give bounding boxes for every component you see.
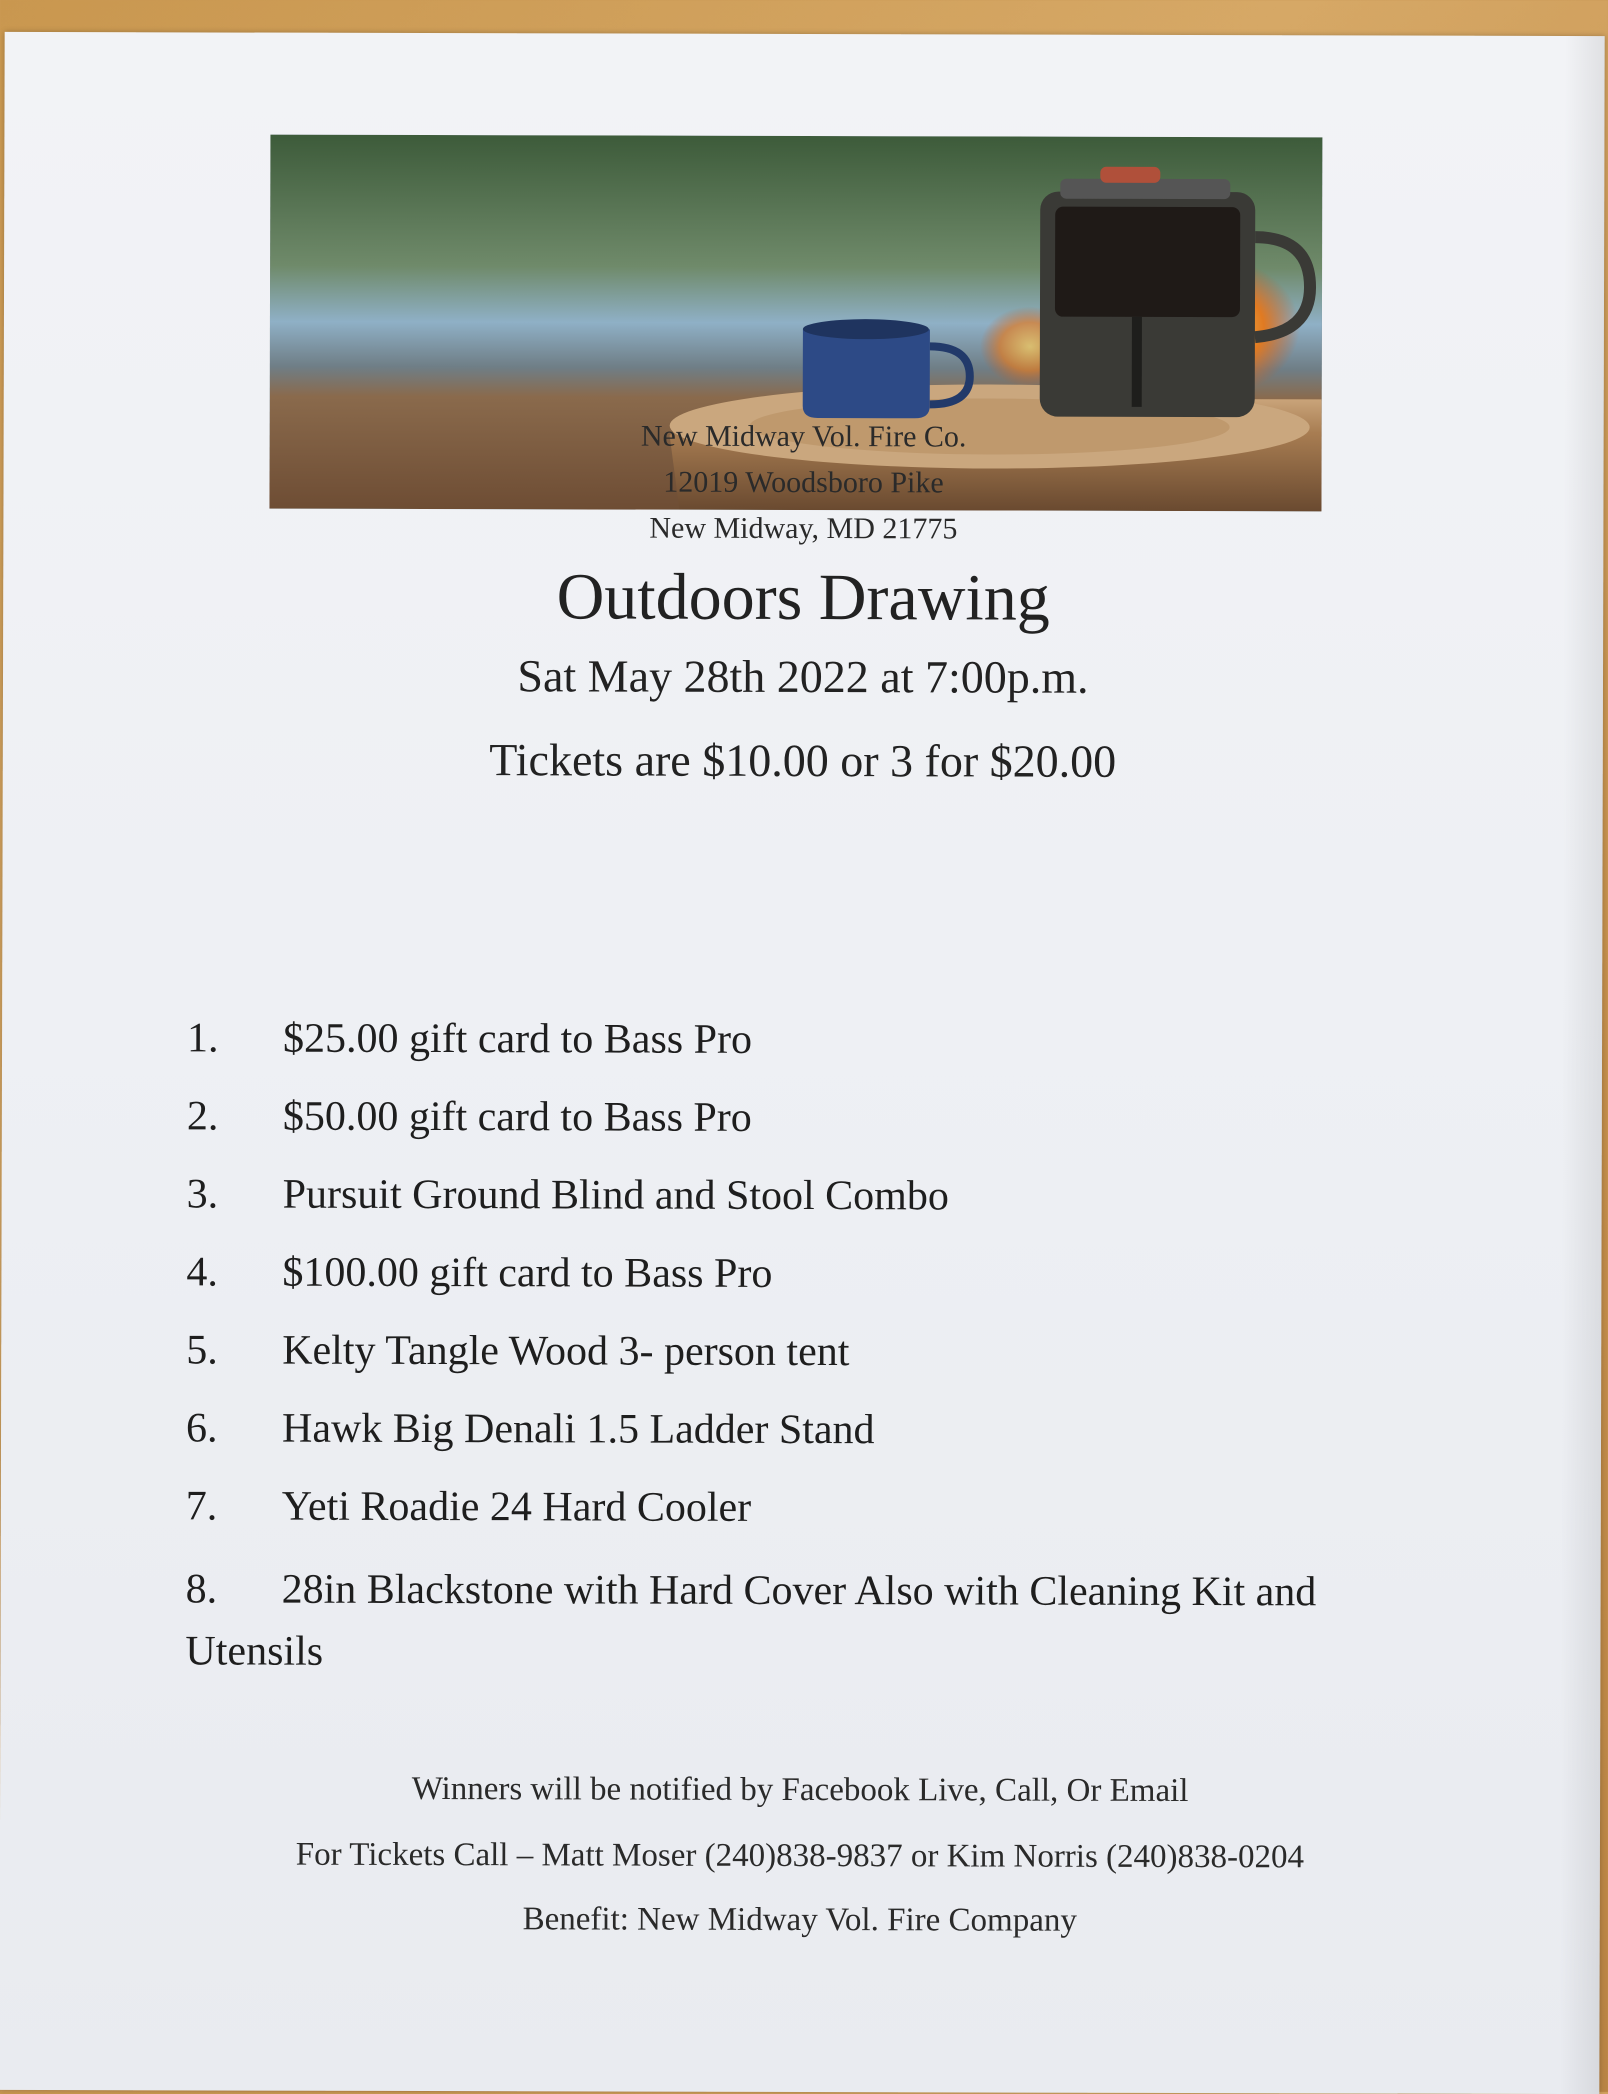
org-name: New Midway Vol. Fire Co. — [640, 419, 967, 454]
city-state-zip: New Midway, MD 21775 — [649, 511, 958, 546]
prize-item — [186, 1246, 1366, 1327]
prize-number: 1. — [187, 1015, 219, 1062]
prize-text: $25.00 gift card to Bass Pro — [283, 1015, 753, 1063]
winner-notice: Winners will be notified by Facebook Live, Call, Or Email — [411, 1770, 1189, 1810]
prize-text: $100.00 gift card to Bass Pro — [282, 1249, 773, 1297]
prize-number: 2. — [186, 1093, 219, 1140]
drawing-date: Sat May 28th 2022 at 7:00p.m. — [517, 650, 1089, 703]
prize-item — [187, 1090, 1367, 1171]
prize-item — [186, 1480, 1366, 1561]
prize-text: Pursuit Ground Blind and Stool Combo — [282, 1171, 949, 1220]
prize-number: 3. — [186, 1171, 219, 1218]
ticket-price: Tickets are $10.00 or 3 for $20.00 — [489, 734, 1117, 787]
prize-number: 8. — [185, 1566, 218, 1613]
prize-item — [187, 1168, 1367, 1249]
page-title: Outdoors Drawing — [556, 560, 1050, 635]
prize-list — [185, 1012, 1367, 1685]
ticket-contacts: For Tickets Call – Matt Moser (240)838-9837 or Kim Norris (240)838-0204 — [295, 1836, 1305, 1876]
prize-item — [185, 1558, 1365, 1685]
prize-number: 6. — [185, 1405, 218, 1452]
street-address: 12019 Woodsboro Pike — [663, 465, 944, 500]
prize-item — [186, 1324, 1366, 1405]
prize-text: $50.00 gift card to Bass Pro — [282, 1093, 752, 1141]
prize-item — [186, 1402, 1366, 1483]
prize-text: 28in Blackstone with Hard Cover Also with Cleaning Kit and Utensils — [185, 1566, 1317, 1675]
prize-number: 5. — [186, 1327, 218, 1374]
prize-text: Hawk Big Denali 1.5 Ladder Stand — [281, 1405, 875, 1454]
flyer-page — [0, 32, 1605, 2094]
benefit-line: Benefit: New Midway Vol. Fire Company — [522, 1901, 1077, 1939]
prize-number: 7. — [185, 1483, 218, 1530]
prize-text: Yeti Roadie 24 Hard Cooler — [281, 1483, 752, 1531]
prize-item — [187, 1012, 1367, 1093]
prize-text: Kelty Tangle Wood 3- person tent — [282, 1327, 850, 1376]
prize-number: 4. — [186, 1249, 219, 1296]
